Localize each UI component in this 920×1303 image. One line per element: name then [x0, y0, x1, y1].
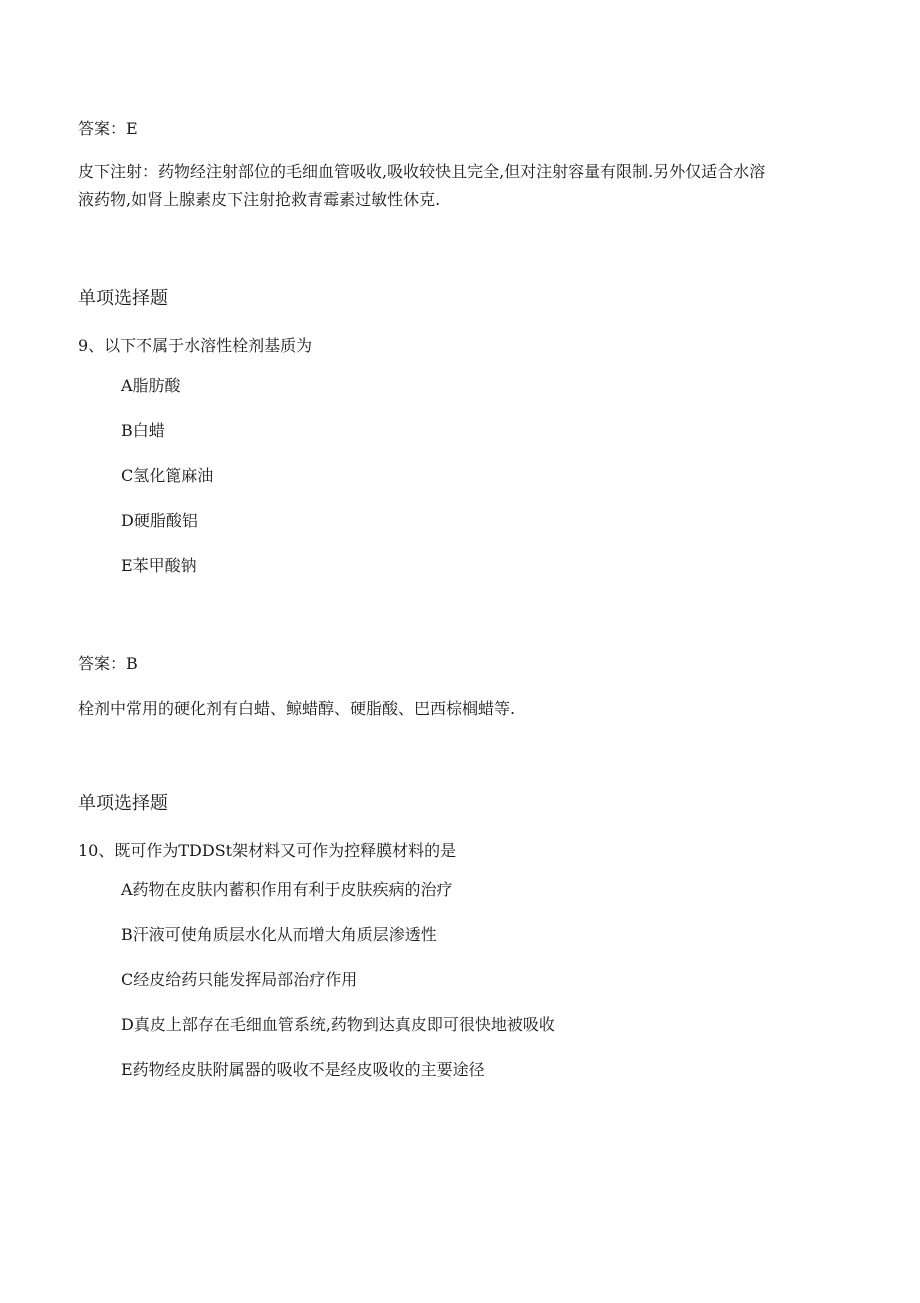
answer-label: 答案：E [78, 119, 138, 138]
answer-explanation: 栓剂中常用的硬化剂有白蜡、鲸蜡醇、硬脂酸、巴西棕榈蜡等. [78, 699, 516, 718]
option-d[interactable]: D硬脂酸铝 [121, 511, 198, 530]
question-stem: 9、以下不属于水溶性栓剂基质为 [78, 336, 313, 355]
section-title: 单项选择题 [78, 288, 168, 309]
option-d[interactable]: D真皮上部存在毛细血管系统,药物到达真皮即可很快地被吸收 [121, 1015, 555, 1034]
option-c[interactable]: C经皮给药只能发挥局部治疗作用 [121, 970, 358, 989]
option-e[interactable]: E苯甲酸钠 [121, 556, 197, 575]
answer-label: 答案：B [78, 654, 138, 673]
option-e[interactable]: E药物经皮肤附属器的吸收不是经皮吸收的主要途径 [121, 1060, 485, 1079]
option-a[interactable]: A药物在皮肤内蓄积作用有利于皮肤疾病的治疗 [121, 880, 453, 899]
section-title: 单项选择题 [78, 793, 168, 814]
option-b[interactable]: B汗液可使角质层水化从而增大角质层渗透性 [121, 925, 437, 944]
answer-explanation: 皮下注射：药物经注射部位的毛细血管吸收,吸收较快且完全,但对注射容量有限制.另外仅适合水溶液药物,如肾上腺素皮下注射抢救青霉素过敏性休克. [78, 162, 766, 209]
question-stem: 10、既可作为TDDSt架材料又可作为控释膜材料的是 [78, 841, 457, 860]
option-b[interactable]: B白蜡 [121, 421, 165, 440]
option-a[interactable]: A脂肪酸 [121, 376, 181, 395]
option-c[interactable]: C氢化篦麻油 [121, 466, 214, 485]
